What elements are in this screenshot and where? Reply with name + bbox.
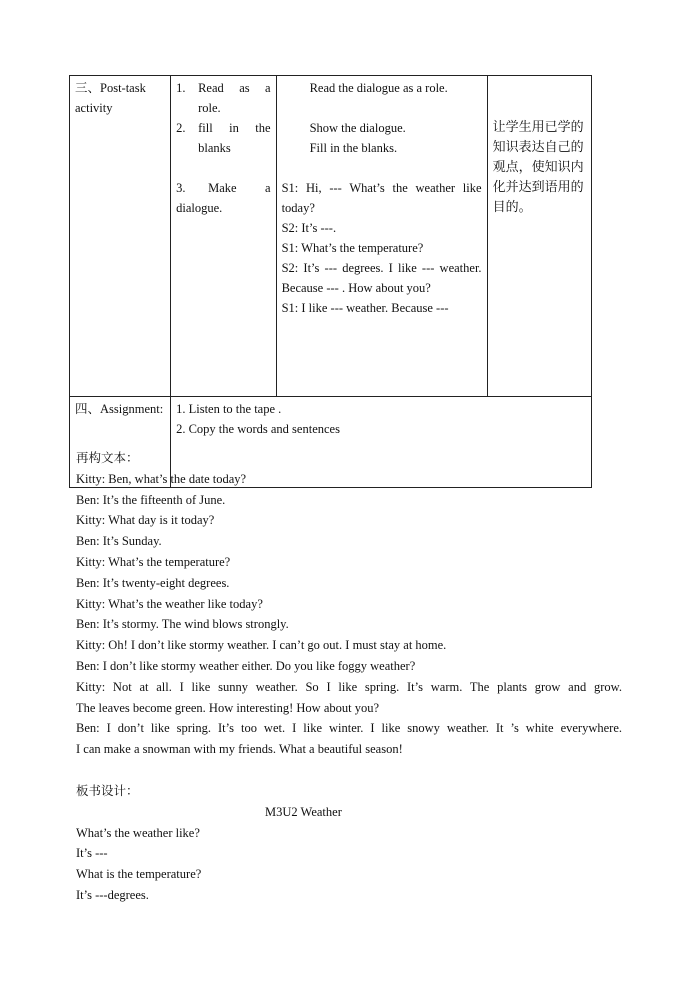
activities-cell (276, 76, 487, 397)
activity-show: Show the dialogue. (309, 121, 406, 135)
assignment-item: 1. Listen to the tape . (176, 402, 282, 416)
purpose-cell (487, 76, 591, 397)
blackboard-design (76, 781, 622, 906)
steps-cell (171, 76, 276, 397)
step-text-cont: role. (198, 101, 221, 115)
dialogue-line: Kitty: What day is it today? (76, 513, 215, 528)
purpose-text: 让学生用已学的知识表达自己的观点，使知识内化并达到语用的目的。 (492, 120, 584, 215)
activity-read: Read the dialogue as a role. (309, 81, 448, 95)
board-line: What is the temperature? (76, 867, 202, 882)
dialogue-line: Kitty: Ben, what’s the date today? (76, 471, 247, 486)
assignment-item: 2. Copy the words and sentences (176, 422, 340, 436)
step-item (176, 78, 270, 98)
dialogue-line: Kitty: Not at all. I like sunny weather. So I like spring. It’s warm. The plants grow and grow. (76, 679, 622, 694)
step-item (176, 118, 270, 138)
dialogue-line: Kitty: Oh! I don’t like stormy weather. I can’t go out. I must stay at home. (76, 638, 447, 653)
table-row-post-task (70, 76, 592, 397)
dialogue-line: Ben: It’s Sunday. (76, 534, 162, 549)
step-number: 1. (176, 81, 186, 95)
stage-cell (70, 76, 171, 397)
dialogue-line: S1: I like --- weather. Because --- (281, 301, 449, 315)
dialogue-line: S2: It’s ---. (281, 221, 337, 235)
step-text-cont: dialogue. (176, 201, 223, 215)
dialogue-line: Ben: It’s twenty-eight degrees. (76, 575, 230, 590)
dialogue-line: The leaves become green. How interesting! How about you? (76, 700, 380, 715)
rewritten-text (76, 448, 622, 760)
board-line: What’s the weather like? (76, 825, 200, 840)
stage-label: 四、Assignment: (75, 402, 164, 416)
step-number: 2. (176, 121, 186, 135)
step-text: fill in the (198, 121, 271, 135)
step-text: Make a (208, 181, 271, 195)
dialogue-line: I can make a snowman with my friends. What a beautiful season! (76, 742, 403, 757)
dialogue-line: Ben: I don’t like stormy weather either. Do you like foggy weather? (76, 658, 416, 673)
section-heading: 板书设计： (76, 783, 139, 798)
dialogue-line: S1: Hi, --- What’s the weather like today? (281, 181, 482, 215)
stage-label: 三、Post-task activity (75, 81, 146, 115)
board-title: M3U2 Weather (265, 804, 342, 819)
dialogue-line: Ben: It’s the fifteenth of June. (76, 492, 226, 507)
dialogue-line: Kitty: What’s the weather like today? (76, 596, 263, 611)
dialogue-line: S2: It’s --- degrees. I like --- weather. Because --- . How about you? (281, 261, 482, 295)
section-heading: 再构文本： (76, 450, 139, 465)
board-line: It’s --- (76, 846, 108, 861)
dialogue-line: S1: What’s the temperature? (281, 241, 424, 255)
step-item (176, 178, 270, 198)
dialogue-line: Ben: I don’t like spring. It’s too wet. I like winter. I like snowy weather. It ’s white everywhere. (76, 721, 622, 736)
step-text: Read as a (198, 81, 271, 95)
board-line: It’s ---degrees. (76, 887, 149, 902)
activity-fill: Fill in the blanks. (309, 141, 398, 155)
dialogue-line: Kitty: What’s the temperature? (76, 554, 231, 569)
step-number: 3. (176, 181, 186, 195)
step-text-cont: blanks (198, 141, 231, 155)
lesson-plan-table (69, 75, 592, 488)
dialogue-line: Ben: It’s stormy. The wind blows strongly. (76, 617, 289, 632)
